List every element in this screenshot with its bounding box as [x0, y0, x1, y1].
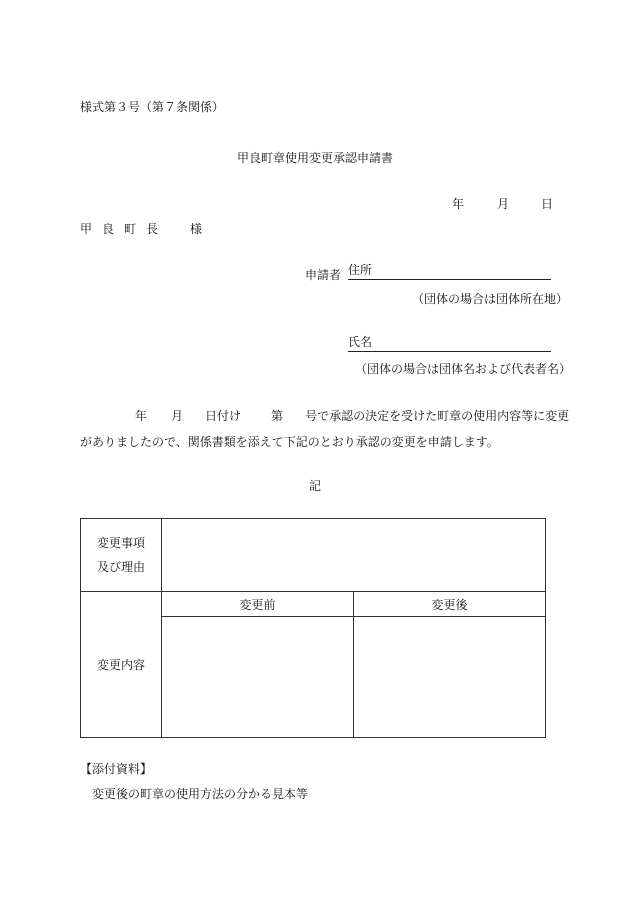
reason-label-line2: 及び理由	[96, 560, 145, 574]
after-header: 変更後	[354, 592, 546, 617]
name-field[interactable]	[348, 333, 551, 352]
body-line2: がありましたので、関係書類を添えて下記のとおり承認の変更を申請します。	[80, 435, 499, 449]
body-number-prefix: 第	[271, 409, 284, 423]
body-line1-rest: 号で承認の決定を受けた町章の使用内容等に変更	[305, 409, 570, 423]
body-year: 年	[135, 409, 148, 423]
reason-input-cell[interactable]	[162, 519, 546, 592]
reason-label-line1: 変更事項	[96, 536, 145, 550]
attachments-title: 【添付資料】	[80, 762, 153, 776]
attachment-item: 変更後の町章の使用方法の分かる見本等	[92, 787, 309, 801]
ki-heading: 記	[308, 479, 321, 493]
address-note: （団体の場合は団体所在地）	[412, 292, 569, 306]
before-input-cell[interactable]	[162, 617, 354, 738]
content-label-cell	[81, 592, 162, 738]
address-label: 住所	[348, 263, 373, 277]
content-label: 変更内容	[96, 657, 145, 672]
body-month: 月	[171, 409, 184, 423]
date-day-label: 日	[541, 197, 554, 211]
reason-label-cell	[81, 519, 162, 592]
addressee: 甲良町長 様	[80, 222, 213, 236]
before-header: 変更前	[162, 592, 354, 617]
after-input-cell[interactable]	[354, 617, 546, 738]
name-label: 氏名	[348, 335, 373, 349]
application-statement	[80, 403, 570, 455]
address-field[interactable]	[348, 261, 551, 280]
name-note: （団体の場合は団体名および代表者名）	[355, 362, 572, 376]
date-year-label: 年	[452, 197, 465, 211]
date-month-label: 月	[497, 197, 510, 211]
form-number: 様式第３号（第７条関係）	[80, 100, 225, 114]
change-details-table	[80, 518, 546, 738]
applicant-label: 申請者	[305, 268, 342, 282]
document-title: 甲良町章使用変更承認申請書	[236, 151, 393, 165]
body-date-suffix: 日付け	[205, 409, 242, 423]
